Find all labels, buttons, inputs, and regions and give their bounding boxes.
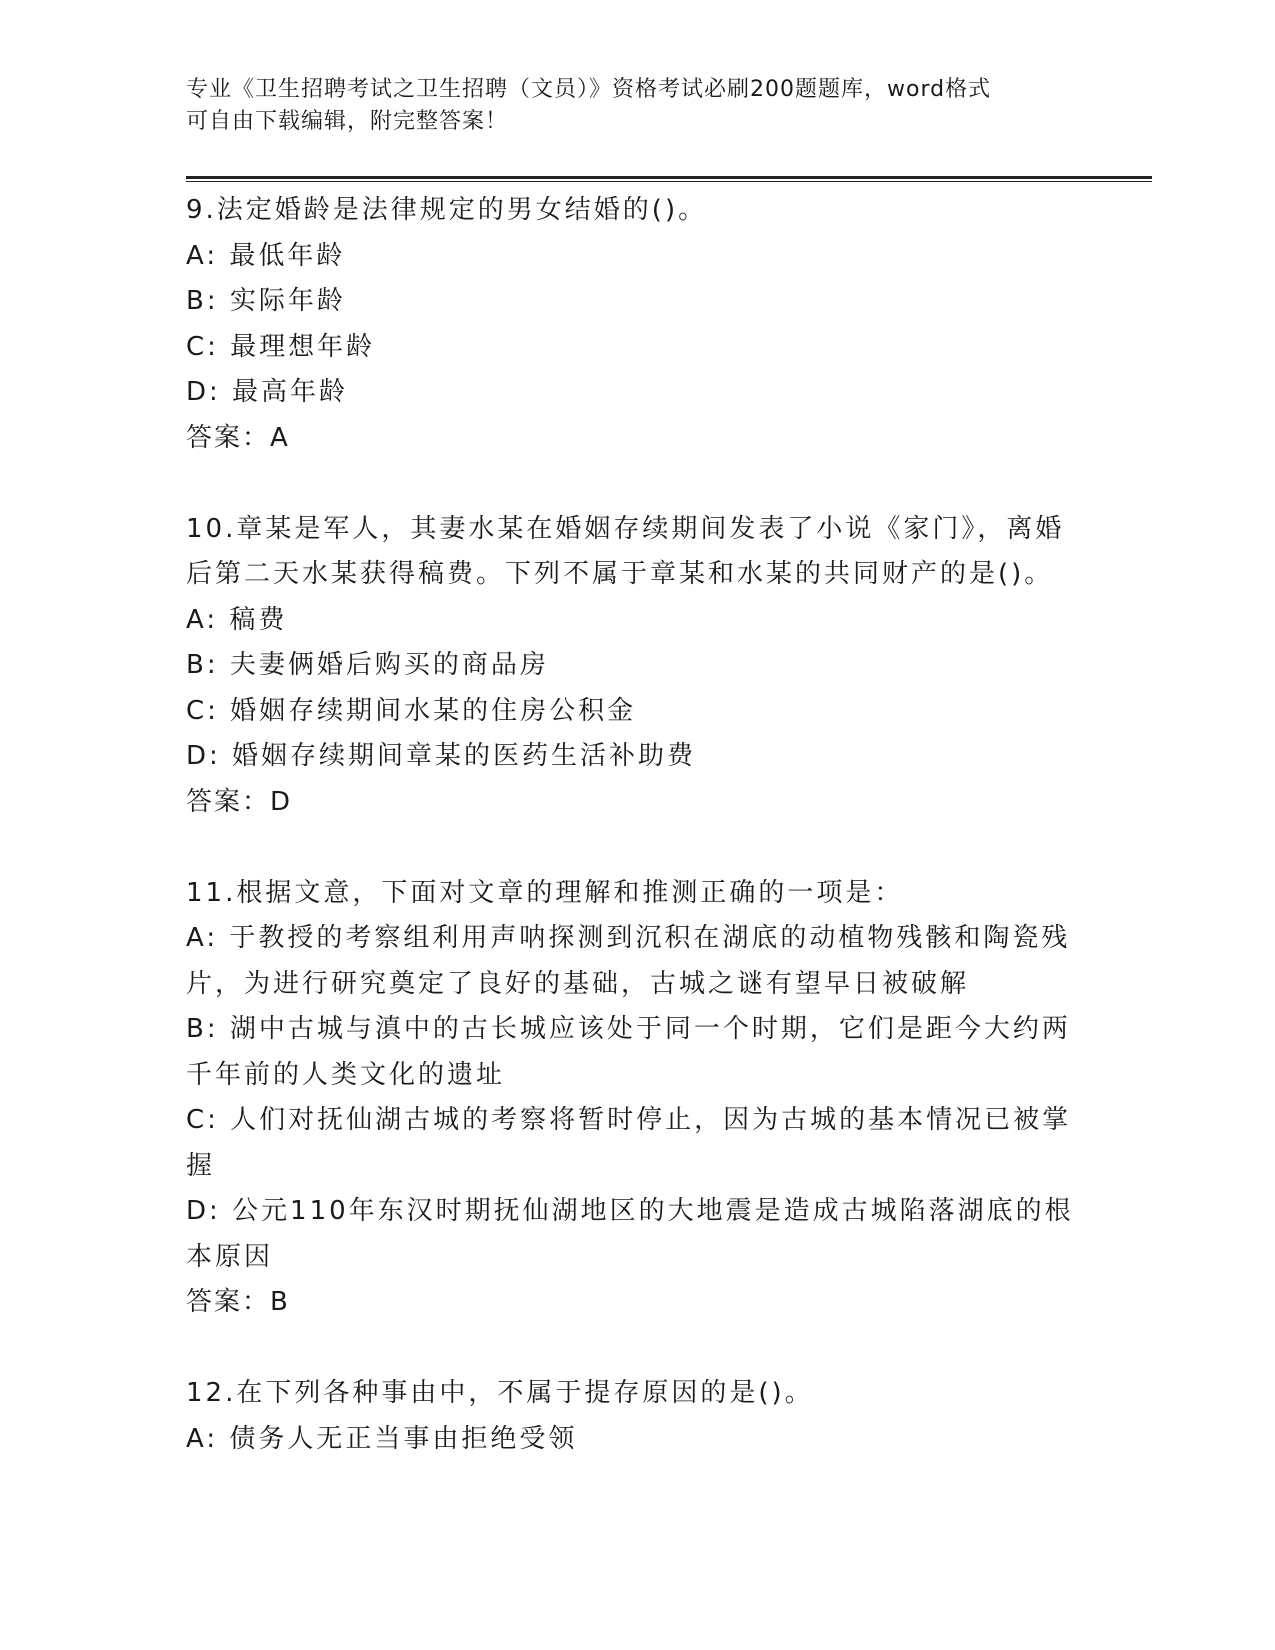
header-line-2: 可自由下载编辑，附完整答案！ (186, 109, 509, 134)
option-a: A: 最低年龄 (186, 240, 346, 271)
option-c: C: 婚姻存续期间水某的住房公积金 (186, 695, 637, 726)
answer: 答案：B (186, 1287, 290, 1317)
question-text: 9.法定婚龄是法律规定的男女结婚的()。 (186, 195, 708, 225)
option-b: B: 实际年龄 (186, 286, 346, 316)
question-spacer (186, 461, 1086, 507)
question-text: 10.章某是军人，其妻水某在婚姻存续期间发表了小说《家门》，离婚 (186, 513, 1065, 544)
option-a: A: 债务人无正当事由拒绝受领 (186, 1423, 578, 1454)
question-text: 12.在下列各种事由中，不属于提存原因的是()。 (186, 1378, 814, 1408)
option-c: C: 最理想年龄 (186, 331, 376, 362)
question-text: 后第二天水某获得稿费。下列不属于章某和水某的共同财产的是()。 (186, 559, 1054, 589)
question-spacer (186, 1326, 1086, 1372)
header-divider (186, 176, 1152, 182)
option-a: A: 于教授的考察组利用声呐探测到沉积在湖底的动植物残骸和陶瓷残 (186, 923, 1071, 953)
option-b: B: 湖中古城与滇中的古长城应该处于同一个时期，它们是距今大约两 (186, 1014, 1071, 1044)
question-10 (186, 507, 1086, 826)
question-text: 11.根据文意，下面对文章的理解和推测正确的一项是： (186, 877, 904, 908)
question-spacer (186, 825, 1086, 871)
option-d: D: 婚姻存续期间章某的医药生活补助费 (186, 741, 697, 771)
option-b-continued: 千年前的人类文化的遗址 (186, 1059, 506, 1090)
option-d-continued: 本原因 (186, 1241, 274, 1272)
option-d: D: 公元110年东汉时期抚仙湖地区的大地震是造成古城陷落湖底的根 (186, 1196, 1074, 1226)
option-d: D: 最高年龄 (186, 377, 349, 407)
option-c-continued: 握 (186, 1150, 216, 1181)
answer: 答案：D (186, 786, 293, 817)
question-list (186, 188, 1086, 1462)
document-header (186, 74, 1066, 138)
option-c: C: 人们对抚仙湖古城的考察将暂时停止，因为古城的基本情况已被掌 (186, 1105, 1072, 1135)
header-line-1: 专业《卫生招聘考试之卫生招聘（文员）》资格考试必刷200题题库，word格式 (186, 77, 992, 102)
option-b: B: 夫妻俩婚后购买的商品房 (186, 650, 549, 680)
answer: 答案：A (186, 422, 290, 453)
question-12 (186, 1371, 1086, 1462)
question-9 (186, 188, 1086, 461)
question-11 (186, 871, 1086, 1326)
option-a: A: 稿费 (186, 604, 288, 635)
option-a-continued: 片，为进行研究奠定了良好的基础，古城之谜有望早日被破解 (186, 968, 970, 999)
